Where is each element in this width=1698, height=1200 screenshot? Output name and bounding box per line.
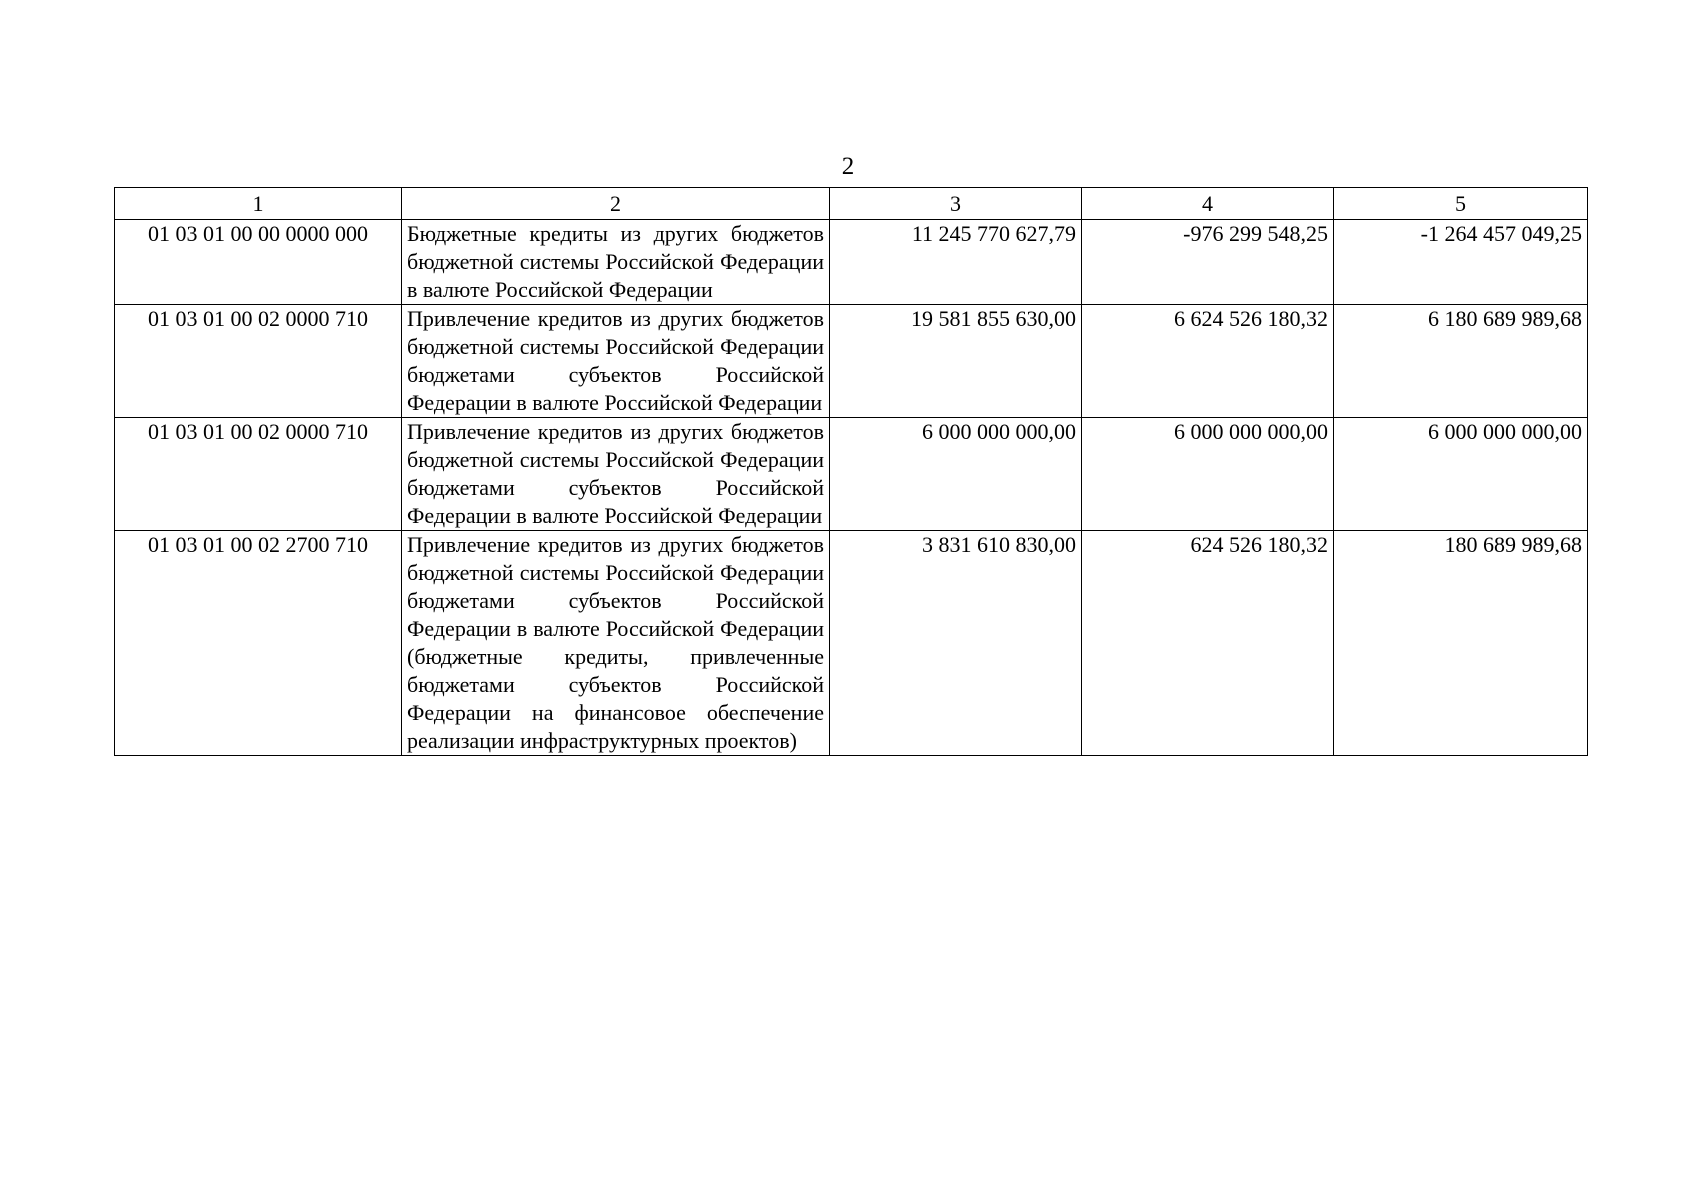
amount-col3: 11 245 770 627,79 bbox=[830, 220, 1082, 305]
table-row bbox=[115, 418, 1588, 531]
column-header-1: 1 bbox=[115, 188, 402, 220]
amount-col3: 3 831 610 830,00 bbox=[830, 531, 1082, 756]
column-header-4: 4 bbox=[1082, 188, 1334, 220]
page-number-text: 2 bbox=[841, 153, 855, 180]
amount-col3: 6 000 000 000,00 bbox=[830, 418, 1082, 531]
table-row bbox=[115, 531, 1588, 756]
amount-col5: 6 180 689 989,68 bbox=[1334, 305, 1588, 418]
budget-code: 01 03 01 00 02 2700 710 bbox=[115, 531, 402, 756]
table-body bbox=[115, 220, 1588, 756]
row-description: Привлечение кредитов из других бюджетов бюджетной системы Российской Федерации бюджетами субъектов Российской Федерации в валюте Российской Федерации bbox=[402, 305, 830, 418]
amount-col5: -1 264 457 049,25 bbox=[1334, 220, 1588, 305]
budget-code: 01 03 01 00 02 0000 710 bbox=[115, 418, 402, 531]
amount-col4: 6 624 526 180,32 bbox=[1082, 305, 1334, 418]
page-number bbox=[0, 153, 1698, 181]
amount-col5: 6 000 000 000,00 bbox=[1334, 418, 1588, 531]
column-header-5: 5 bbox=[1334, 188, 1588, 220]
amount-col3: 19 581 855 630,00 bbox=[830, 305, 1082, 418]
table-header bbox=[115, 188, 1588, 220]
amount-col4: 6 000 000 000,00 bbox=[1082, 418, 1334, 531]
table-row bbox=[115, 305, 1588, 418]
budget-code: 01 03 01 00 00 0000 000 bbox=[115, 220, 402, 305]
amount-col4: -976 299 548,25 bbox=[1082, 220, 1334, 305]
row-description: Бюджетные кредиты из других бюджетов бюджетной системы Российской Федерации в валюте Российской Федерации bbox=[402, 220, 830, 305]
column-header-2: 2 bbox=[402, 188, 830, 220]
row-description: Привлечение кредитов из других бюджетов бюджетной системы Российской Федерации бюджетами субъектов Российской Федерации в валюте Российской Федерации (бюджетные кредиты, привлеченные бюджетами субъектов Российской Федерации на финансовое обеспечение реализации инфраструктурных проектов) bbox=[402, 531, 830, 756]
table-row bbox=[115, 220, 1588, 305]
row-description: Привлечение кредитов из других бюджетов бюджетной системы Российской Федерации бюджетами субъектов Российской Федерации в валюте Российской Федерации bbox=[402, 418, 830, 531]
header-row bbox=[115, 188, 1588, 220]
budget-sources-table bbox=[114, 187, 1588, 756]
budget-code: 01 03 01 00 02 0000 710 bbox=[115, 305, 402, 418]
amount-col5: 180 689 989,68 bbox=[1334, 531, 1588, 756]
column-header-3: 3 bbox=[830, 188, 1082, 220]
amount-col4: 624 526 180,32 bbox=[1082, 531, 1334, 756]
